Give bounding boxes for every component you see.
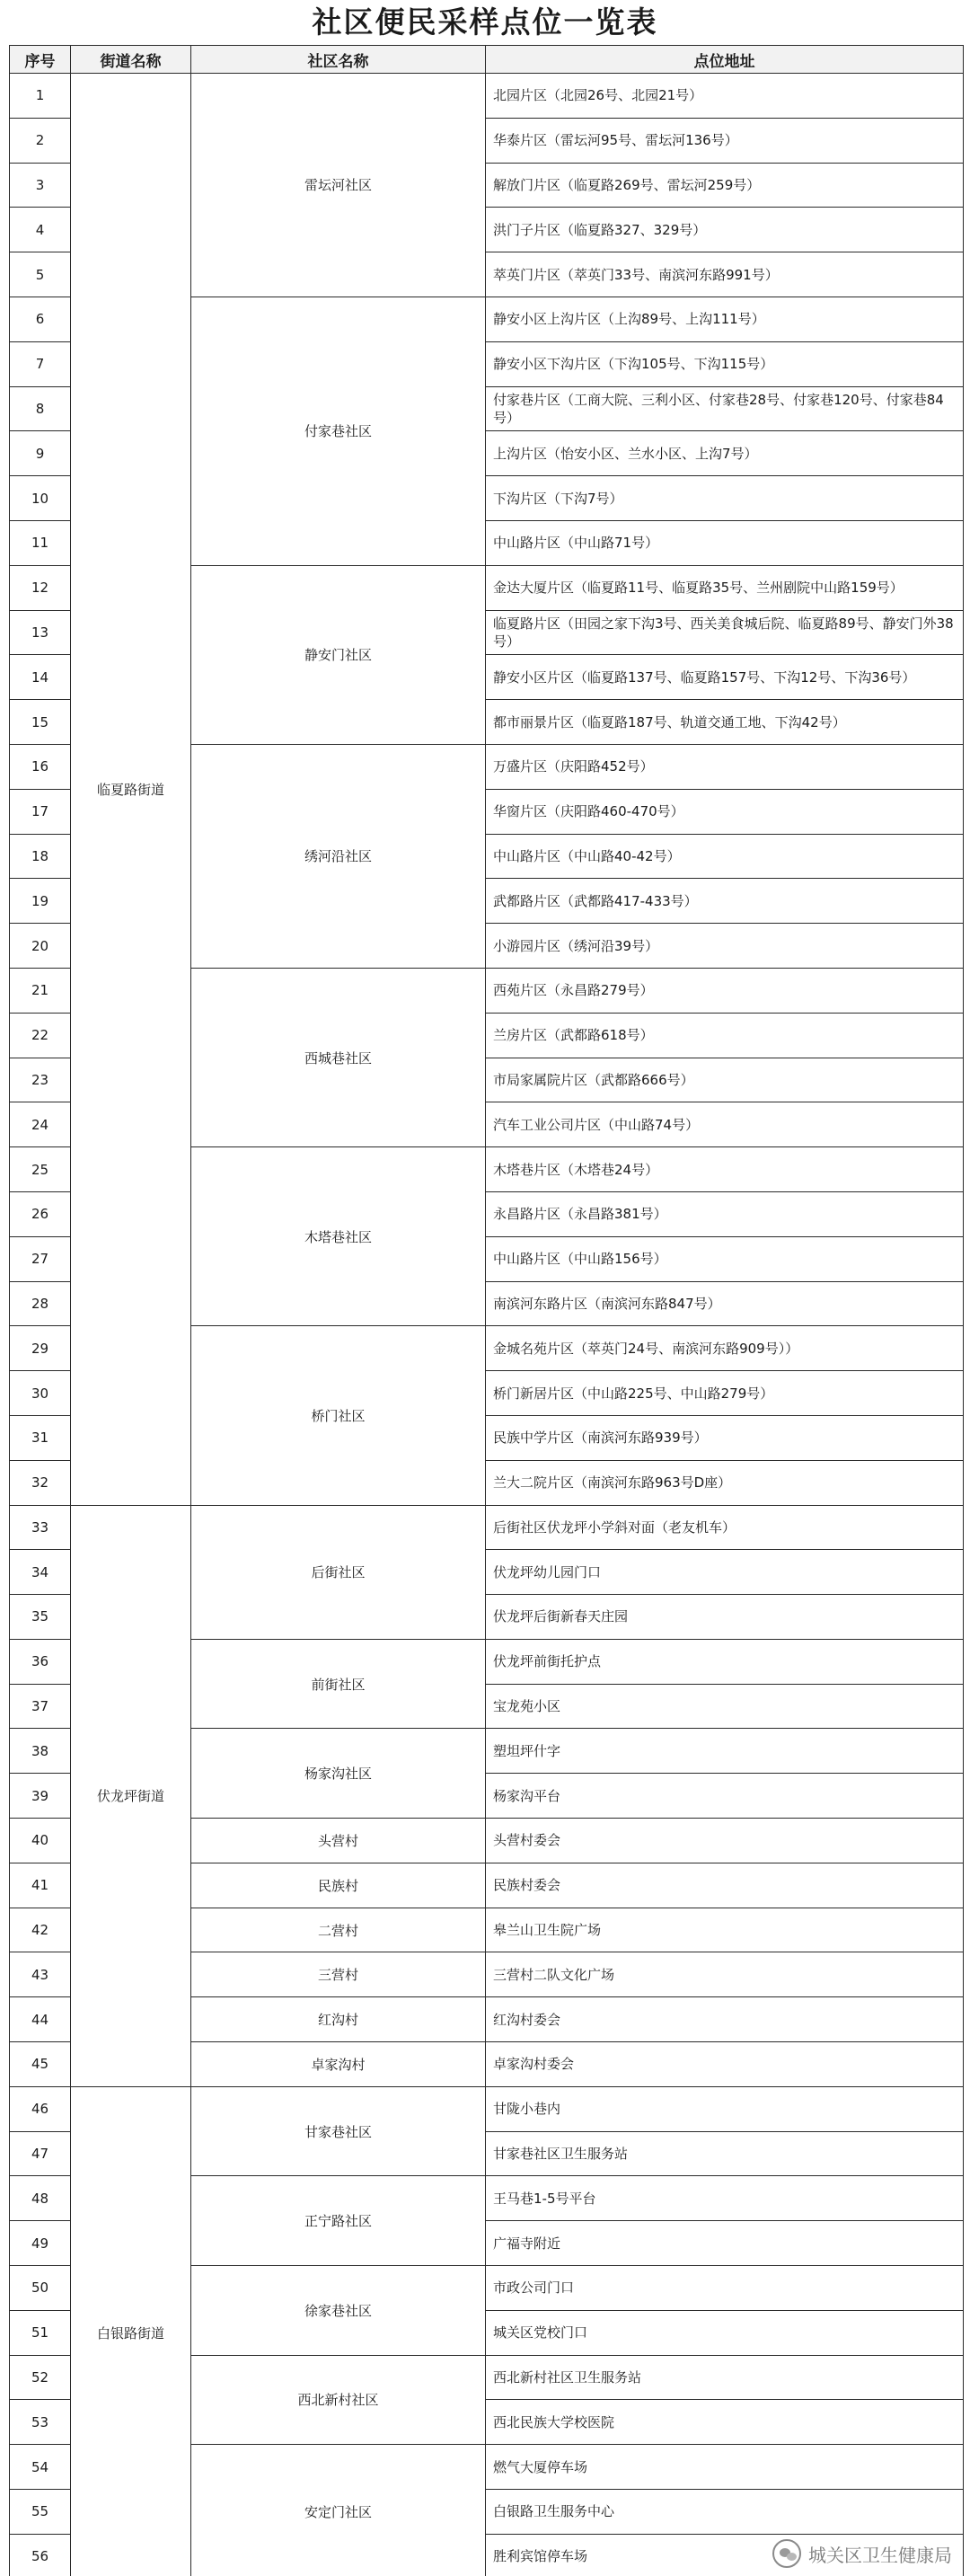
point-address: 北园片区（北园26号、北园21号）: [486, 74, 964, 119]
point-address: 万盛片区（庆阳路452号）: [486, 744, 964, 789]
point-address: 伏龙坪前街托护点: [486, 1639, 964, 1684]
community-name: 头营村: [191, 1819, 486, 1863]
community-name: 绣河沿社区: [191, 744, 486, 968]
point-address: 下沟片区（下沟7号）: [486, 476, 964, 521]
row-number: 27: [10, 1236, 71, 1281]
point-address: 中山路片区（中山路156号）: [486, 1236, 964, 1281]
row-number: 42: [10, 1908, 71, 1952]
row-number: 15: [10, 700, 71, 745]
row-number: 6: [10, 297, 71, 341]
watermark: [767, 2536, 957, 2572]
row-number: 38: [10, 1729, 71, 1774]
row-number: 20: [10, 924, 71, 969]
point-address: 广福寺附近: [486, 2221, 964, 2266]
point-address: 宝龙苑小区: [486, 1684, 964, 1729]
community-name: 三营村: [191, 1952, 486, 1997]
community-name: 前街社区: [191, 1639, 486, 1729]
row-number: 41: [10, 1863, 71, 1908]
sampling-points-table: [9, 45, 964, 2576]
row-number: 39: [10, 1774, 71, 1819]
page-title: 社区便民采样点位一览表: [312, 4, 658, 40]
row-number: 52: [10, 2355, 71, 2400]
point-address: 都市丽景片区（临夏路187号、轨道交通工地、下沟42号）: [486, 700, 964, 745]
watermark-text: 城关区卫生健康局: [808, 2544, 952, 2566]
row-number: 54: [10, 2445, 71, 2490]
point-address: 头营村委会: [486, 1819, 964, 1863]
row-number: 43: [10, 1952, 71, 1997]
point-address: 民族村委会: [486, 1863, 964, 1908]
community-name: 付家巷社区: [191, 297, 486, 565]
community-name: 安定门社区: [191, 2445, 486, 2576]
row-number: 26: [10, 1191, 71, 1236]
row-number: 28: [10, 1281, 71, 1326]
point-address: 中山路片区（中山路40-42号）: [486, 834, 964, 879]
row-number: 13: [10, 610, 71, 655]
row-number: 21: [10, 968, 71, 1013]
community-name: 静安门社区: [191, 565, 486, 744]
header-number: 序号: [10, 46, 71, 74]
point-address: 中山路片区（中山路71号）: [486, 520, 964, 565]
row-number: 37: [10, 1684, 71, 1729]
point-address: 华泰片区（雷坛河95号、雷坛河136号）: [486, 118, 964, 163]
community-name: 卓家沟村: [191, 2042, 486, 2087]
point-address: 塑坦坪什字: [486, 1729, 964, 1774]
point-address: 市政公司门口: [486, 2266, 964, 2311]
row-number: 16: [10, 744, 71, 789]
point-address: 武都路片区（武都路417-433号）: [486, 879, 964, 924]
point-address: 城关区党校门口: [486, 2310, 964, 2355]
community-name: 甘家巷社区: [191, 2086, 486, 2176]
point-address: 兰房片区（武都路618号）: [486, 1013, 964, 1058]
point-address: 上沟片区（怡安小区、兰水小区、上沟7号）: [486, 431, 964, 476]
table-row: [10, 74, 964, 119]
row-number: 40: [10, 1819, 71, 1863]
row-number: 29: [10, 1326, 71, 1371]
community-name: 后街社区: [191, 1505, 486, 1639]
point-address: 木塔巷片区（木塔巷24号）: [486, 1147, 964, 1192]
point-address: 付家巷片区（工商大院、三利小区、付家巷28号、付家巷120号、付家巷84号）: [486, 386, 964, 431]
point-address: 南滨河东路片区（南滨河东路847号）: [486, 1281, 964, 1326]
point-address: 卓家沟村委会: [486, 2042, 964, 2087]
row-number: 22: [10, 1013, 71, 1058]
point-address: 胜利宾馆停车场: [486, 2534, 964, 2576]
point-address: 杨家沟平台: [486, 1774, 964, 1819]
row-number: 46: [10, 2086, 71, 2131]
point-address: 西苑片区（永昌路279号）: [486, 968, 964, 1013]
point-address: 皋兰山卫生院广场: [486, 1908, 964, 1952]
point-address: 甘家巷社区卫生服务站: [486, 2131, 964, 2176]
street-name: 伏龙坪街道: [71, 1505, 191, 2086]
point-address: 兰大二院片区（南滨河东路963号D座）: [486, 1460, 964, 1505]
point-address: 解放门片区（临夏路269号、雷坛河259号）: [486, 163, 964, 208]
row-number: 55: [10, 2490, 71, 2535]
row-number: 33: [10, 1505, 71, 1550]
header-address: 点位地址: [486, 46, 964, 74]
row-number: 5: [10, 252, 71, 297]
point-address: 伏龙坪幼儿园门口: [486, 1550, 964, 1595]
header-community: 社区名称: [191, 46, 486, 74]
street-name: 白银路街道: [71, 2086, 191, 2576]
row-number: 14: [10, 655, 71, 700]
row-number: 44: [10, 1997, 71, 2042]
row-number: 32: [10, 1460, 71, 1505]
row-number: 7: [10, 341, 71, 386]
row-number: 51: [10, 2310, 71, 2355]
point-address: 后街社区伏龙坪小学斜对面（老友机车）: [486, 1505, 964, 1550]
point-address: 红沟村委会: [486, 1997, 964, 2042]
row-number: 18: [10, 834, 71, 879]
table-row: [10, 1505, 964, 1550]
table-header-row: [10, 46, 964, 74]
point-address: 金达大厦片区（临夏路11号、临夏路35号、兰州剧院中山路159号）: [486, 565, 964, 610]
row-number: 8: [10, 386, 71, 431]
row-number: 48: [10, 2176, 71, 2221]
row-number: 34: [10, 1550, 71, 1595]
row-number: 12: [10, 565, 71, 610]
row-number: 47: [10, 2131, 71, 2176]
row-number: 25: [10, 1147, 71, 1192]
row-number: 10: [10, 476, 71, 521]
point-address: 金城名苑片区（萃英门24号、南滨河东路909号））: [486, 1326, 964, 1371]
point-address: 永昌路片区（永昌路381号）: [486, 1191, 964, 1236]
point-address: 静安小区上沟片区（上沟89号、上沟111号）: [486, 297, 964, 341]
row-number: 3: [10, 163, 71, 208]
table-row: [10, 2086, 964, 2131]
point-address: 白银路卫生服务中心: [486, 2490, 964, 2535]
wechat-icon: [772, 2539, 801, 2568]
point-address: 桥门新居片区（中山路225号、中山路279号）: [486, 1371, 964, 1416]
street-name: 临夏路街道: [71, 74, 191, 1506]
point-address: 西北新村社区卫生服务站: [486, 2355, 964, 2400]
point-address: 萃英门片区（萃英门33号、南滨河东路991号）: [486, 252, 964, 297]
point-address: 汽车工业公司片区（中山路74号）: [486, 1102, 964, 1147]
point-address: 王马巷1-5号平台: [486, 2176, 964, 2221]
community-name: 徐家巷社区: [191, 2266, 486, 2356]
community-name: 正宁路社区: [191, 2176, 486, 2266]
community-name: 木塔巷社区: [191, 1147, 486, 1326]
community-name: 民族村: [191, 1863, 486, 1908]
table-body: [10, 74, 964, 2576]
row-number: 45: [10, 2042, 71, 2087]
point-address: 静安小区下沟片区（下沟105号、下沟115号）: [486, 341, 964, 386]
row-number: 30: [10, 1371, 71, 1416]
row-number: 9: [10, 431, 71, 476]
point-address: 静安小区片区（临夏路137号、临夏路157号、下沟12号、下沟36号）: [486, 655, 964, 700]
point-address: 伏龙坪后街新春天庄园: [486, 1595, 964, 1640]
row-number: 1: [10, 74, 71, 119]
point-address: 小游园片区（绣河沿39号）: [486, 924, 964, 969]
point-address: 西北民族大学校医院: [486, 2400, 964, 2445]
community-name: 红沟村: [191, 1997, 486, 2042]
community-name: 西城巷社区: [191, 968, 486, 1146]
row-number: 49: [10, 2221, 71, 2266]
row-number: 11: [10, 520, 71, 565]
row-number: 24: [10, 1102, 71, 1147]
row-number: 53: [10, 2400, 71, 2445]
point-address: 三营村二队文化广场: [486, 1952, 964, 1997]
point-address: 市局家属院片区（武都路666号）: [486, 1058, 964, 1102]
row-number: 2: [10, 118, 71, 163]
row-number: 23: [10, 1058, 71, 1102]
community-name: 西北新村社区: [191, 2355, 486, 2445]
row-number: 4: [10, 208, 71, 252]
community-name: 二营村: [191, 1908, 486, 1952]
community-name: 雷坛河社区: [191, 74, 486, 297]
community-name: 杨家沟社区: [191, 1729, 486, 1819]
point-address: 洪门子片区（临夏路327、329号）: [486, 208, 964, 252]
row-number: 35: [10, 1595, 71, 1640]
point-address: 甘陇小巷内: [486, 2086, 964, 2131]
row-number: 17: [10, 789, 71, 834]
point-address: 民族中学片区（南滨河东路939号）: [486, 1415, 964, 1460]
row-number: 19: [10, 879, 71, 924]
header-street: 街道名称: [71, 46, 191, 74]
community-name: 桥门社区: [191, 1326, 486, 1505]
point-address: 临夏路片区（田园之家下沟3号、西关美食城后院、临夏路89号、静安门外38号）: [486, 610, 964, 655]
point-address: 华窗片区（庆阳路460-470号）: [486, 789, 964, 834]
point-address: 燃气大厦停车场: [486, 2445, 964, 2490]
row-number: 56: [10, 2534, 71, 2576]
row-number: 36: [10, 1639, 71, 1684]
row-number: 31: [10, 1415, 71, 1460]
row-number: 50: [10, 2266, 71, 2311]
